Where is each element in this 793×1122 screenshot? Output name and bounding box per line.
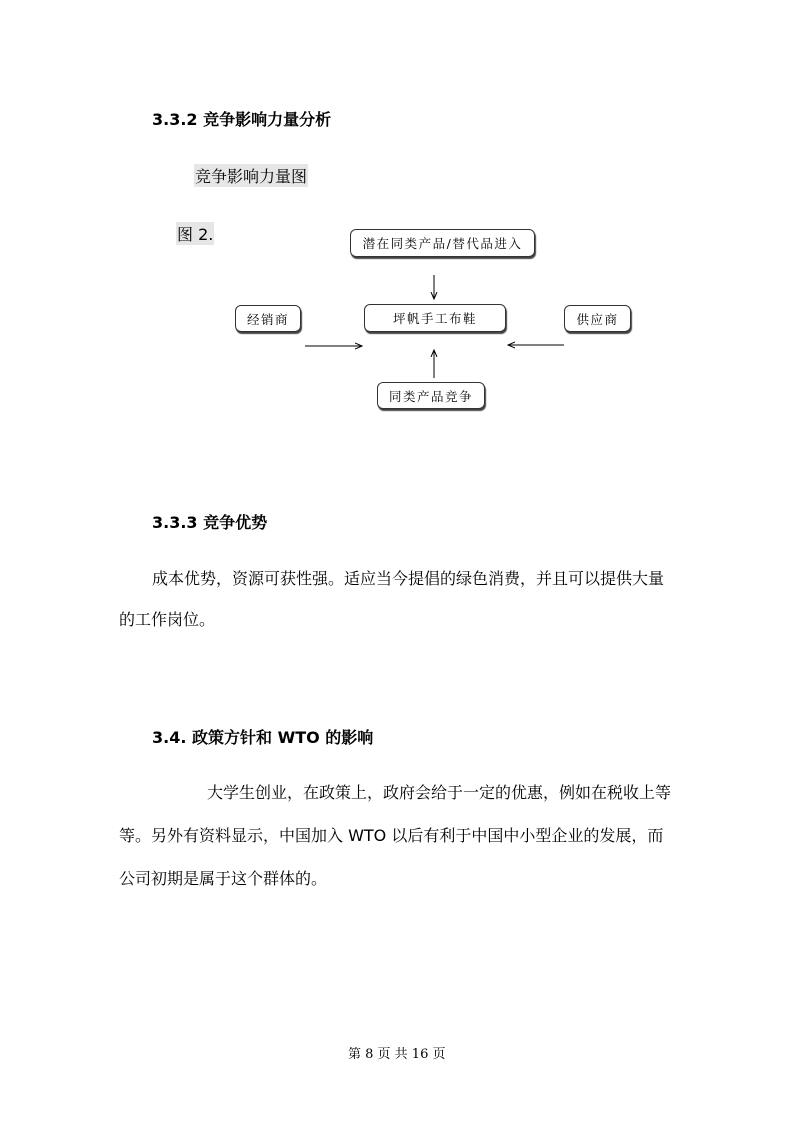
node-company: 坪帆手工布鞋 (364, 304, 506, 332)
paragraph-line: 的工作岗位。 (119, 610, 216, 629)
node-potential-entrants: 潜在同类产品/替代品进入 (350, 229, 535, 257)
figure-title: 竞争影响力量图 (194, 164, 308, 187)
paragraph-line: 成本优势，资源可获性强。适应当今提倡的绿色消费，并且可以提供大量 (152, 569, 665, 588)
node-competitors: 同类产品竞争 (377, 382, 485, 409)
node-suppliers: 供应商 (564, 305, 631, 332)
section-heading-3-4: 3.4. 政策方针和 WTO 的影响 (152, 728, 374, 747)
page-footer: 第 8 页 共 16 页 (348, 1047, 446, 1062)
paragraph-line: 大学生创业，在政策上，政府会给于一定的优惠，例如在税收上等 (207, 783, 672, 802)
paragraph-line: 公司初期是属于这个群体的。 (119, 869, 328, 888)
section-heading-3-3-2: 3.3.2 竞争影响力量分析 (152, 110, 332, 129)
section-heading-3-3-3: 3.3.3 竞争优势 (152, 513, 268, 532)
node-distributors: 经销商 (235, 305, 301, 332)
figure-label: 图 2. (176, 222, 214, 245)
paragraph-line: 等。另外有资料显示，中国加入 WTO 以后有利于中国中小型企业的发展，而 (119, 826, 664, 845)
